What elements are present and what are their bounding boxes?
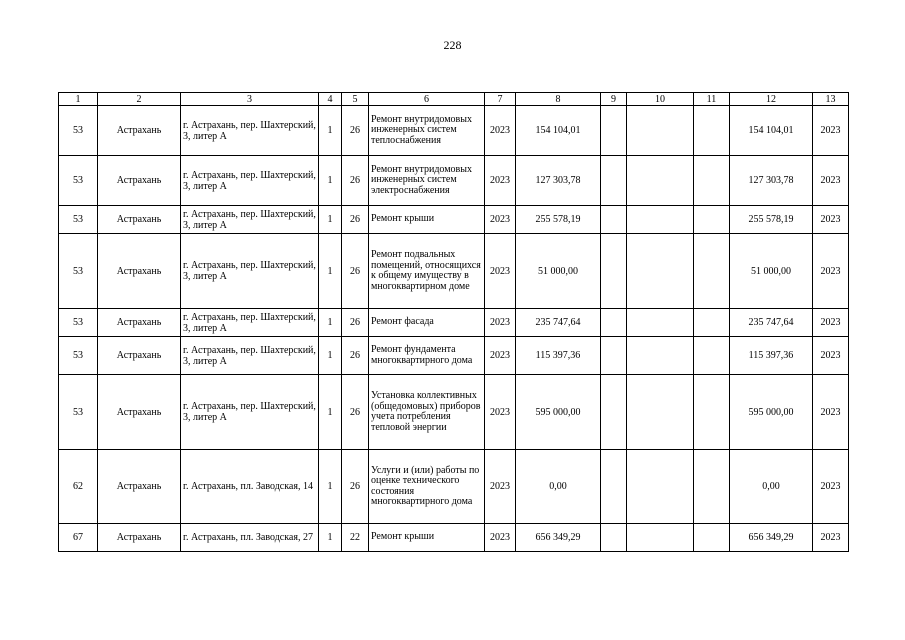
cell-col12: 154 104,01 — [730, 106, 813, 156]
cell-cost: 255 578,19 — [516, 206, 601, 234]
repair-registry-table — [58, 92, 849, 552]
cell-cost: 595 000,00 — [516, 375, 601, 450]
cell-work-type: Ремонт фасада — [369, 309, 485, 337]
cell-col5: 26 — [342, 206, 369, 234]
cell-col12: 255 578,19 — [730, 206, 813, 234]
cell-col12: 235 747,64 — [730, 309, 813, 337]
cell-col11 — [694, 524, 730, 552]
cell-col4: 1 — [319, 156, 342, 206]
cell-col10 — [627, 156, 694, 206]
table-row — [59, 450, 849, 524]
column-header: 13 — [813, 93, 849, 106]
cell-work-type: Установка коллективных (общедомовых) приборов учета потребления тепловой энергии — [369, 375, 485, 450]
table-row — [59, 337, 849, 375]
table-row — [59, 106, 849, 156]
cell-number: 53 — [59, 375, 98, 450]
cell-year: 2023 — [485, 450, 516, 524]
cell-col13: 2023 — [813, 309, 849, 337]
cell-col9 — [601, 309, 627, 337]
table-row — [59, 309, 849, 337]
cell-address: г. Астрахань, пер. Шахтерский, 3, литер А — [181, 309, 319, 337]
cell-municipality: Астрахань — [98, 106, 181, 156]
cell-col11 — [694, 337, 730, 375]
cell-col5: 26 — [342, 375, 369, 450]
table-row — [59, 156, 849, 206]
cell-cost: 0,00 — [516, 450, 601, 524]
cell-col11 — [694, 234, 730, 309]
cell-work-type: Ремонт внутридомовых инженерных систем электроснабжения — [369, 156, 485, 206]
page-number: 228 — [443, 38, 462, 52]
cell-col5: 26 — [342, 234, 369, 309]
table-row — [59, 375, 849, 450]
cell-col4: 1 — [319, 375, 342, 450]
column-header: 11 — [694, 93, 730, 106]
cell-col12: 0,00 — [730, 450, 813, 524]
cell-col9 — [601, 450, 627, 524]
cell-number: 67 — [59, 524, 98, 552]
cell-work-type: Ремонт внутридомовых инженерных систем теплоснабжения — [369, 106, 485, 156]
cell-address: г. Астрахань, пер. Шахтерский, 3, литер А — [181, 156, 319, 206]
cell-year: 2023 — [485, 206, 516, 234]
cell-col10 — [627, 524, 694, 552]
cell-col10 — [627, 234, 694, 309]
cell-col11 — [694, 450, 730, 524]
cell-col4: 1 — [319, 106, 342, 156]
column-header: 4 — [319, 93, 342, 106]
cell-col13: 2023 — [813, 106, 849, 156]
cell-work-type: Услуги и (или) работы по оценке технического состояния многоквартирного дома — [369, 450, 485, 524]
cell-cost: 51 000,00 — [516, 234, 601, 309]
cell-col11 — [694, 106, 730, 156]
cell-col11 — [694, 375, 730, 450]
cell-number: 53 — [59, 206, 98, 234]
cell-col9 — [601, 106, 627, 156]
cell-col13: 2023 — [813, 524, 849, 552]
cell-col10 — [627, 206, 694, 234]
cell-col4: 1 — [319, 450, 342, 524]
table-row — [59, 206, 849, 234]
table-row — [59, 524, 849, 552]
column-header: 6 — [369, 93, 485, 106]
cell-cost: 154 104,01 — [516, 106, 601, 156]
cell-address: г. Астрахань, пер. Шахтерский, 3, литер А — [181, 337, 319, 375]
column-header: 5 — [342, 93, 369, 106]
cell-number: 53 — [59, 156, 98, 206]
cell-year: 2023 — [485, 309, 516, 337]
column-header: 10 — [627, 93, 694, 106]
cell-col4: 1 — [319, 309, 342, 337]
cell-col4: 1 — [319, 337, 342, 375]
cell-municipality: Астрахань — [98, 375, 181, 450]
cell-col9 — [601, 524, 627, 552]
cell-year: 2023 — [485, 156, 516, 206]
cell-col11 — [694, 156, 730, 206]
cell-col9 — [601, 206, 627, 234]
cell-year: 2023 — [485, 106, 516, 156]
cell-municipality: Астрахань — [98, 337, 181, 375]
cell-col13: 2023 — [813, 450, 849, 524]
column-header: 1 — [59, 93, 98, 106]
column-header: 12 — [730, 93, 813, 106]
cell-col12: 595 000,00 — [730, 375, 813, 450]
cell-col5: 22 — [342, 524, 369, 552]
cell-col9 — [601, 337, 627, 375]
cell-col10 — [627, 375, 694, 450]
cell-col13: 2023 — [813, 234, 849, 309]
cell-col10 — [627, 309, 694, 337]
column-header: 9 — [601, 93, 627, 106]
cell-col4: 1 — [319, 206, 342, 234]
cell-year: 2023 — [485, 337, 516, 375]
cell-col12: 115 397,36 — [730, 337, 813, 375]
column-header: 3 — [181, 93, 319, 106]
cell-number: 53 — [59, 234, 98, 309]
cell-col12: 127 303,78 — [730, 156, 813, 206]
cell-col10 — [627, 450, 694, 524]
cell-cost: 656 349,29 — [516, 524, 601, 552]
table-row — [59, 234, 849, 309]
cell-municipality: Астрахань — [98, 156, 181, 206]
cell-cost: 235 747,64 — [516, 309, 601, 337]
cell-address: г. Астрахань, пл. Заводская, 27 — [181, 524, 319, 552]
cell-col5: 26 — [342, 156, 369, 206]
cell-col13: 2023 — [813, 206, 849, 234]
cell-col11 — [694, 309, 730, 337]
cell-cost: 127 303,78 — [516, 156, 601, 206]
cell-municipality: Астрахань — [98, 234, 181, 309]
cell-number: 53 — [59, 309, 98, 337]
cell-col13: 2023 — [813, 337, 849, 375]
cell-col9 — [601, 234, 627, 309]
cell-cost: 115 397,36 — [516, 337, 601, 375]
cell-col5: 26 — [342, 337, 369, 375]
column-header: 2 — [98, 93, 181, 106]
cell-address: г. Астрахань, пер. Шахтерский, 3, литер А — [181, 106, 319, 156]
cell-work-type: Ремонт крыши — [369, 206, 485, 234]
cell-col5: 26 — [342, 106, 369, 156]
cell-col11 — [694, 206, 730, 234]
column-header: 7 — [485, 93, 516, 106]
cell-year: 2023 — [485, 375, 516, 450]
cell-col9 — [601, 156, 627, 206]
cell-col13: 2023 — [813, 375, 849, 450]
cell-col4: 1 — [319, 524, 342, 552]
cell-address: г. Астрахань, пл. Заводская, 14 — [181, 450, 319, 524]
cell-col4: 1 — [319, 234, 342, 309]
cell-number: 53 — [59, 106, 98, 156]
cell-number: 53 — [59, 337, 98, 375]
cell-year: 2023 — [485, 524, 516, 552]
cell-number: 62 — [59, 450, 98, 524]
cell-col10 — [627, 337, 694, 375]
cell-col10 — [627, 106, 694, 156]
cell-col5: 26 — [342, 450, 369, 524]
cell-municipality: Астрахань — [98, 524, 181, 552]
cell-municipality: Астрахань — [98, 206, 181, 234]
cell-address: г. Астрахань, пер. Шахтерский, 3, литер А — [181, 206, 319, 234]
cell-work-type: Ремонт крыши — [369, 524, 485, 552]
cell-col12: 656 349,29 — [730, 524, 813, 552]
cell-work-type: Ремонт фундамента многоквартирного дома — [369, 337, 485, 375]
cell-col13: 2023 — [813, 156, 849, 206]
cell-col5: 26 — [342, 309, 369, 337]
cell-address: г. Астрахань, пер. Шахтерский, 3, литер А — [181, 234, 319, 309]
cell-year: 2023 — [485, 234, 516, 309]
cell-address: г. Астрахань, пер. Шахтерский, 3, литер А — [181, 375, 319, 450]
column-header: 8 — [516, 93, 601, 106]
cell-work-type: Ремонт подвальных помещений, относящихся к общему имуществу в многоквартирном доме — [369, 234, 485, 309]
cell-col12: 51 000,00 — [730, 234, 813, 309]
cell-municipality: Астрахань — [98, 309, 181, 337]
column-number-row — [59, 93, 849, 106]
cell-col9 — [601, 375, 627, 450]
cell-municipality: Астрахань — [98, 450, 181, 524]
